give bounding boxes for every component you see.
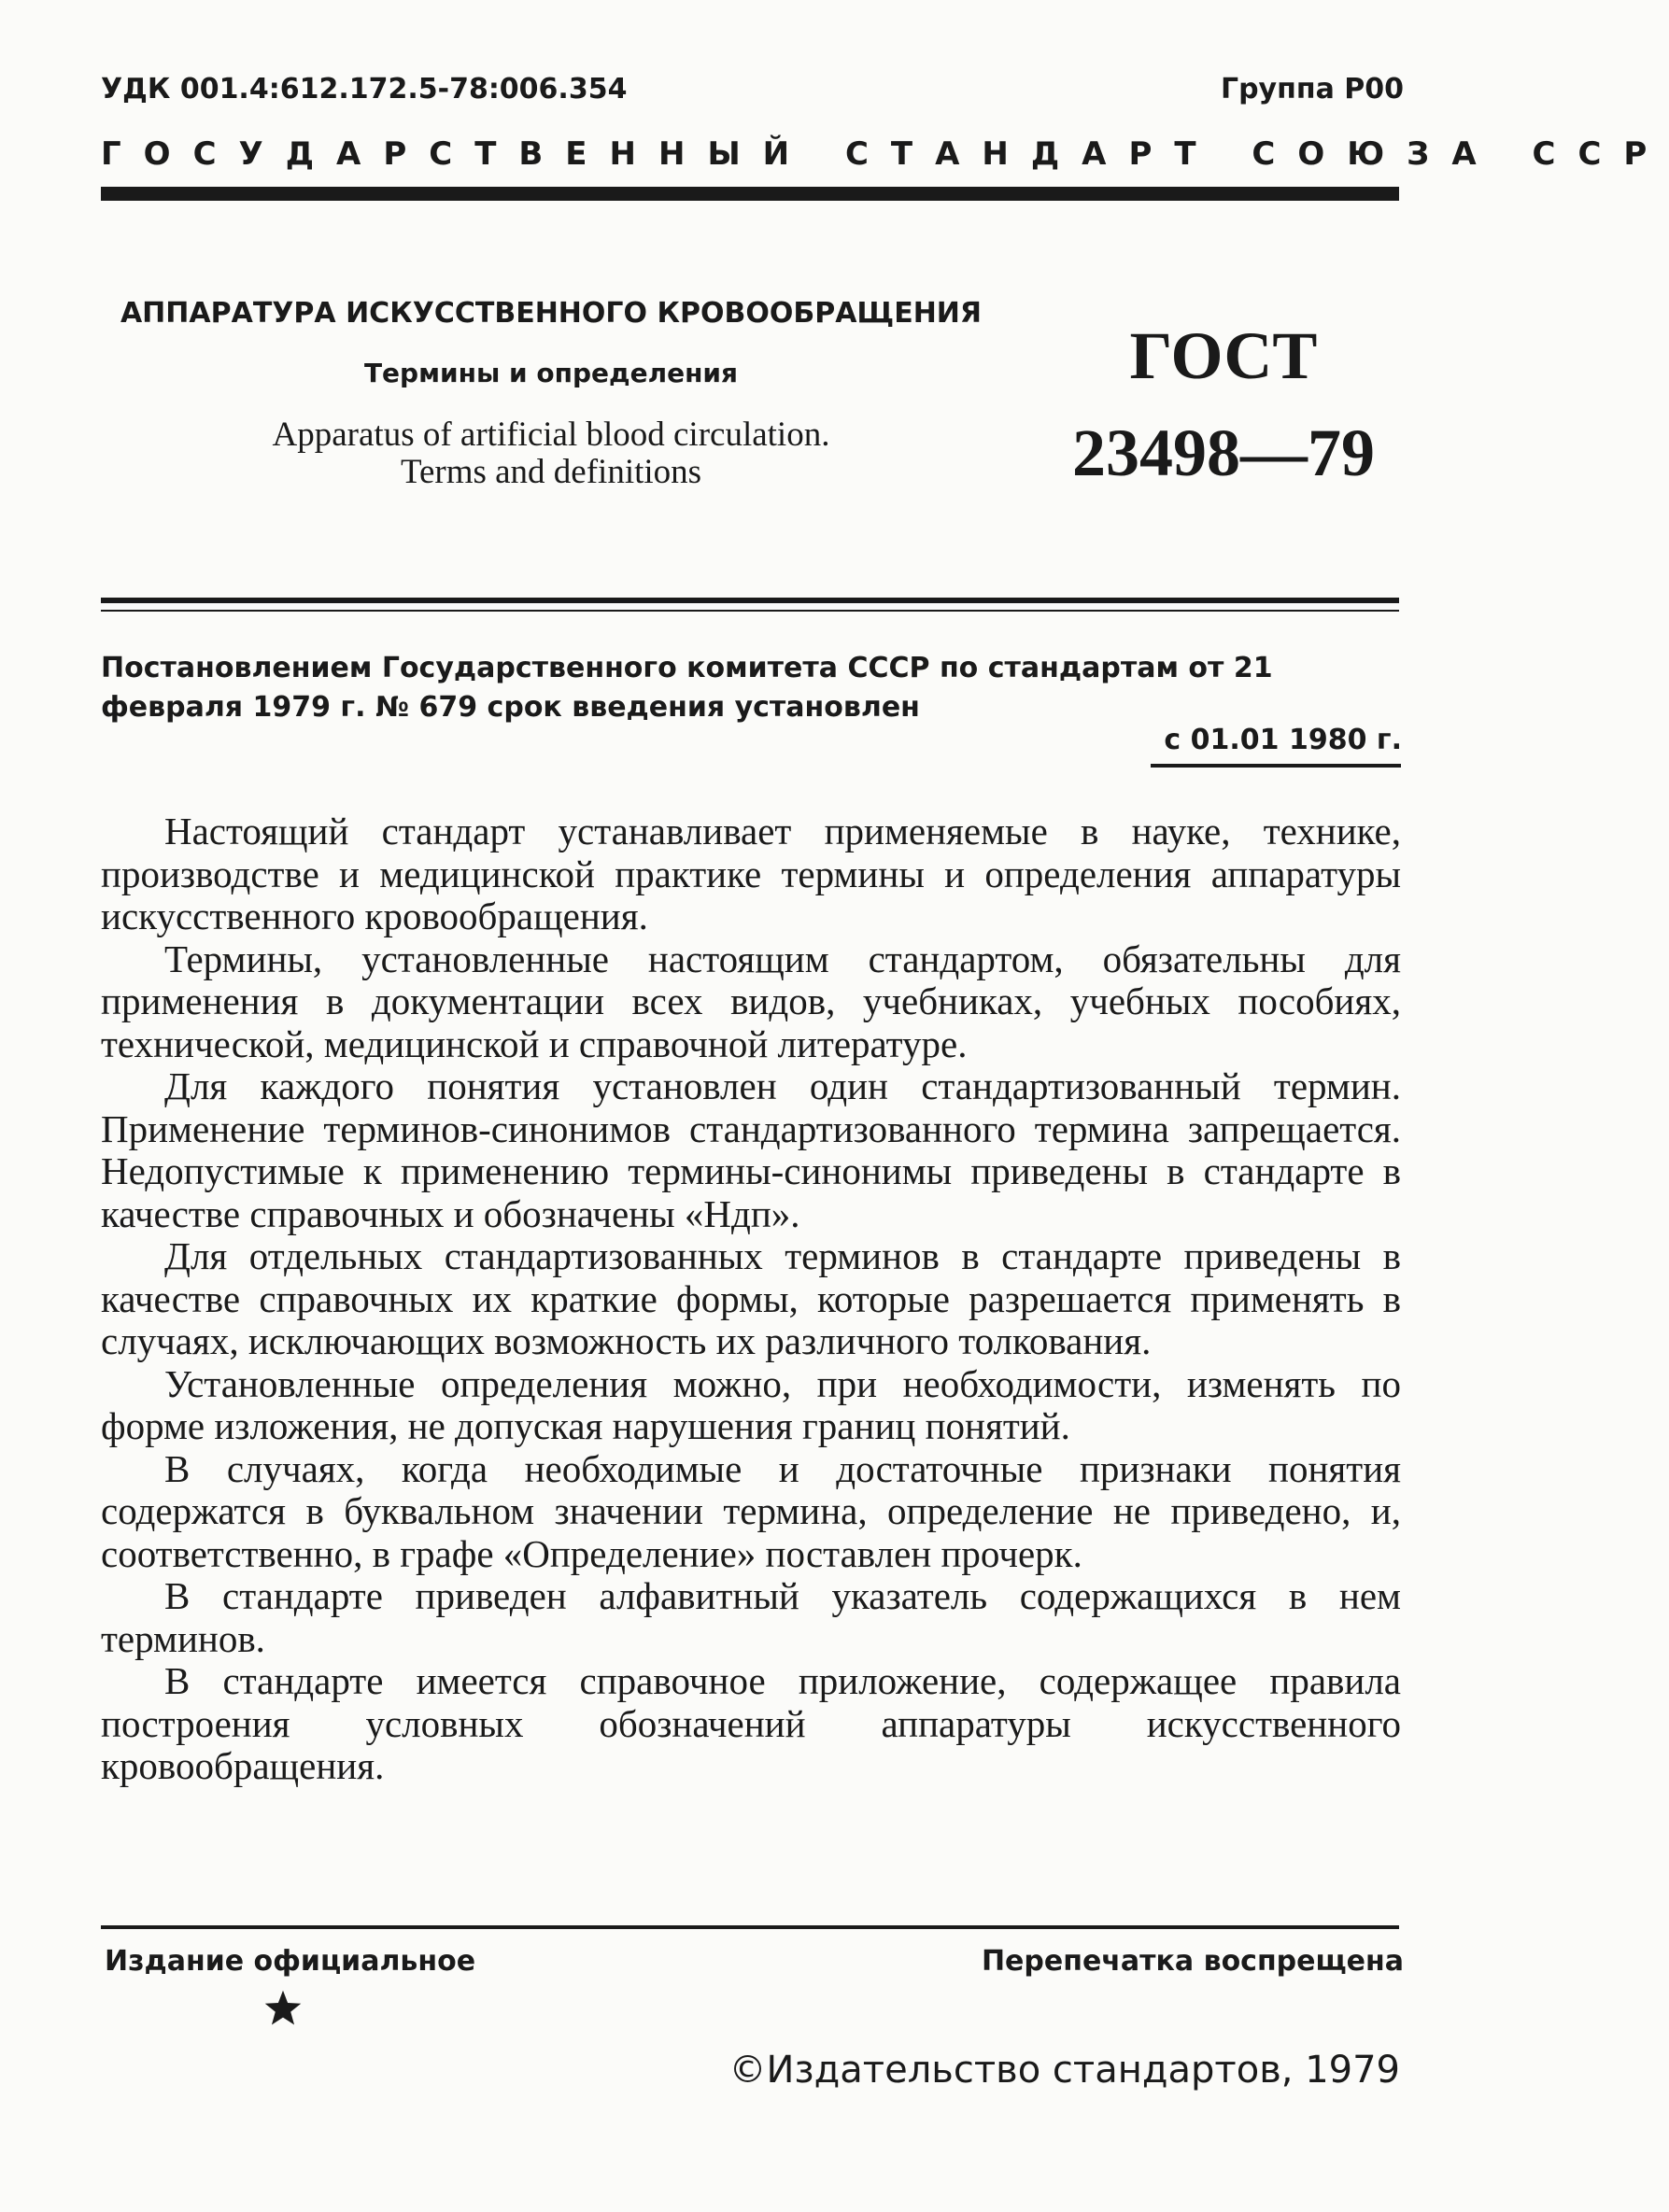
effective-date: с 01.01 1980 г. <box>1164 724 1402 756</box>
star-icon <box>263 1989 303 2028</box>
footer-rule <box>101 1925 1399 1929</box>
paragraph: Термины, установленные настоящим стандартом, обязательны для применения в документации всех видов, учебниках, учебных пособиях, технической, медицинской и справочной литературе. <box>101 937 1401 1065</box>
udk-code: УДК 001.4:612.172.5-78:006.354 <box>101 73 628 106</box>
body-text <box>101 810 1401 1788</box>
decree-text: Постановлением Государственного комитета СССР по стандартам от 21 февраля 1979 г. № 679 срок введения установлен <box>101 652 1273 724</box>
document-title-ru: АППАРАТУРА ИСКУССТВЕННОГО КРОВООБРАЩЕНИЯ <box>120 297 983 330</box>
document-subtitle-ru: Термины и определения <box>363 358 739 388</box>
reprint-prohibited-label: Перепечатка воспрещена <box>981 1945 1404 1978</box>
gost-number: 23498—79 <box>1072 416 1375 490</box>
effective-date-underline <box>1151 764 1401 768</box>
title-rule-thick <box>101 598 1399 603</box>
title-en-line-2: Terms and definitions <box>400 453 702 491</box>
paragraph: В стандарте приведен алфавитный указатель содержащихся в нем терминов. <box>101 1574 1401 1660</box>
group-code: Группа Р00 <box>1220 73 1404 106</box>
paragraph: Для отдельных стандартизованных терминов в стандарте приведены в качестве справочных их краткие формы, которые разрешается применять в случаях, исключающих возможность их различного толкования. <box>101 1234 1401 1362</box>
paragraph: Для каждого понятия установлен один стандартизованный термин. Применение терминов-синонимов стандартизованного термина запрещается. Недопустимые к применению термины-синонимы приведены в стандарте в качестве справочных и обозначены «Ндп». <box>101 1064 1401 1235</box>
paragraph: Установленные определения можно, при необходимости, изменять по форме изложения, не допуская нарушения границ понятий. <box>101 1361 1401 1447</box>
copyright-notice: ©Издательство стандартов, 1979 <box>728 2049 1400 2092</box>
title-en-line-1: Apparatus of artificial blood circulation. <box>272 416 830 454</box>
official-edition-label: Издание официальное <box>105 1945 476 1978</box>
paragraph: В случаях, когда необходимые и достаточные признаки понятия содержатся в буквальном значении термина, определение не приведено, и, соответственно, в графе «Определение» поставлен прочерк. <box>101 1446 1401 1575</box>
paragraph: В стандарте имеется справочное приложение, содержащее правила построения условных обозначений аппаратуры искусственного кровообращения. <box>101 1659 1401 1787</box>
state-standard-heading: ГОСУДАРСТВЕННЫЙ СТАНДАРТ СОЮЗА ССР <box>101 135 1669 173</box>
title-rule-thin <box>101 610 1399 612</box>
header-rule <box>101 187 1399 201</box>
document-title-en <box>103 416 999 491</box>
paragraph: Настоящий стандарт устанавливает применяемые в науке, технике, производстве и медицинской практике термины и определения аппаратуры искусственного кровообращения. <box>101 810 1401 937</box>
gost-label: ГОСТ <box>1129 318 1318 393</box>
